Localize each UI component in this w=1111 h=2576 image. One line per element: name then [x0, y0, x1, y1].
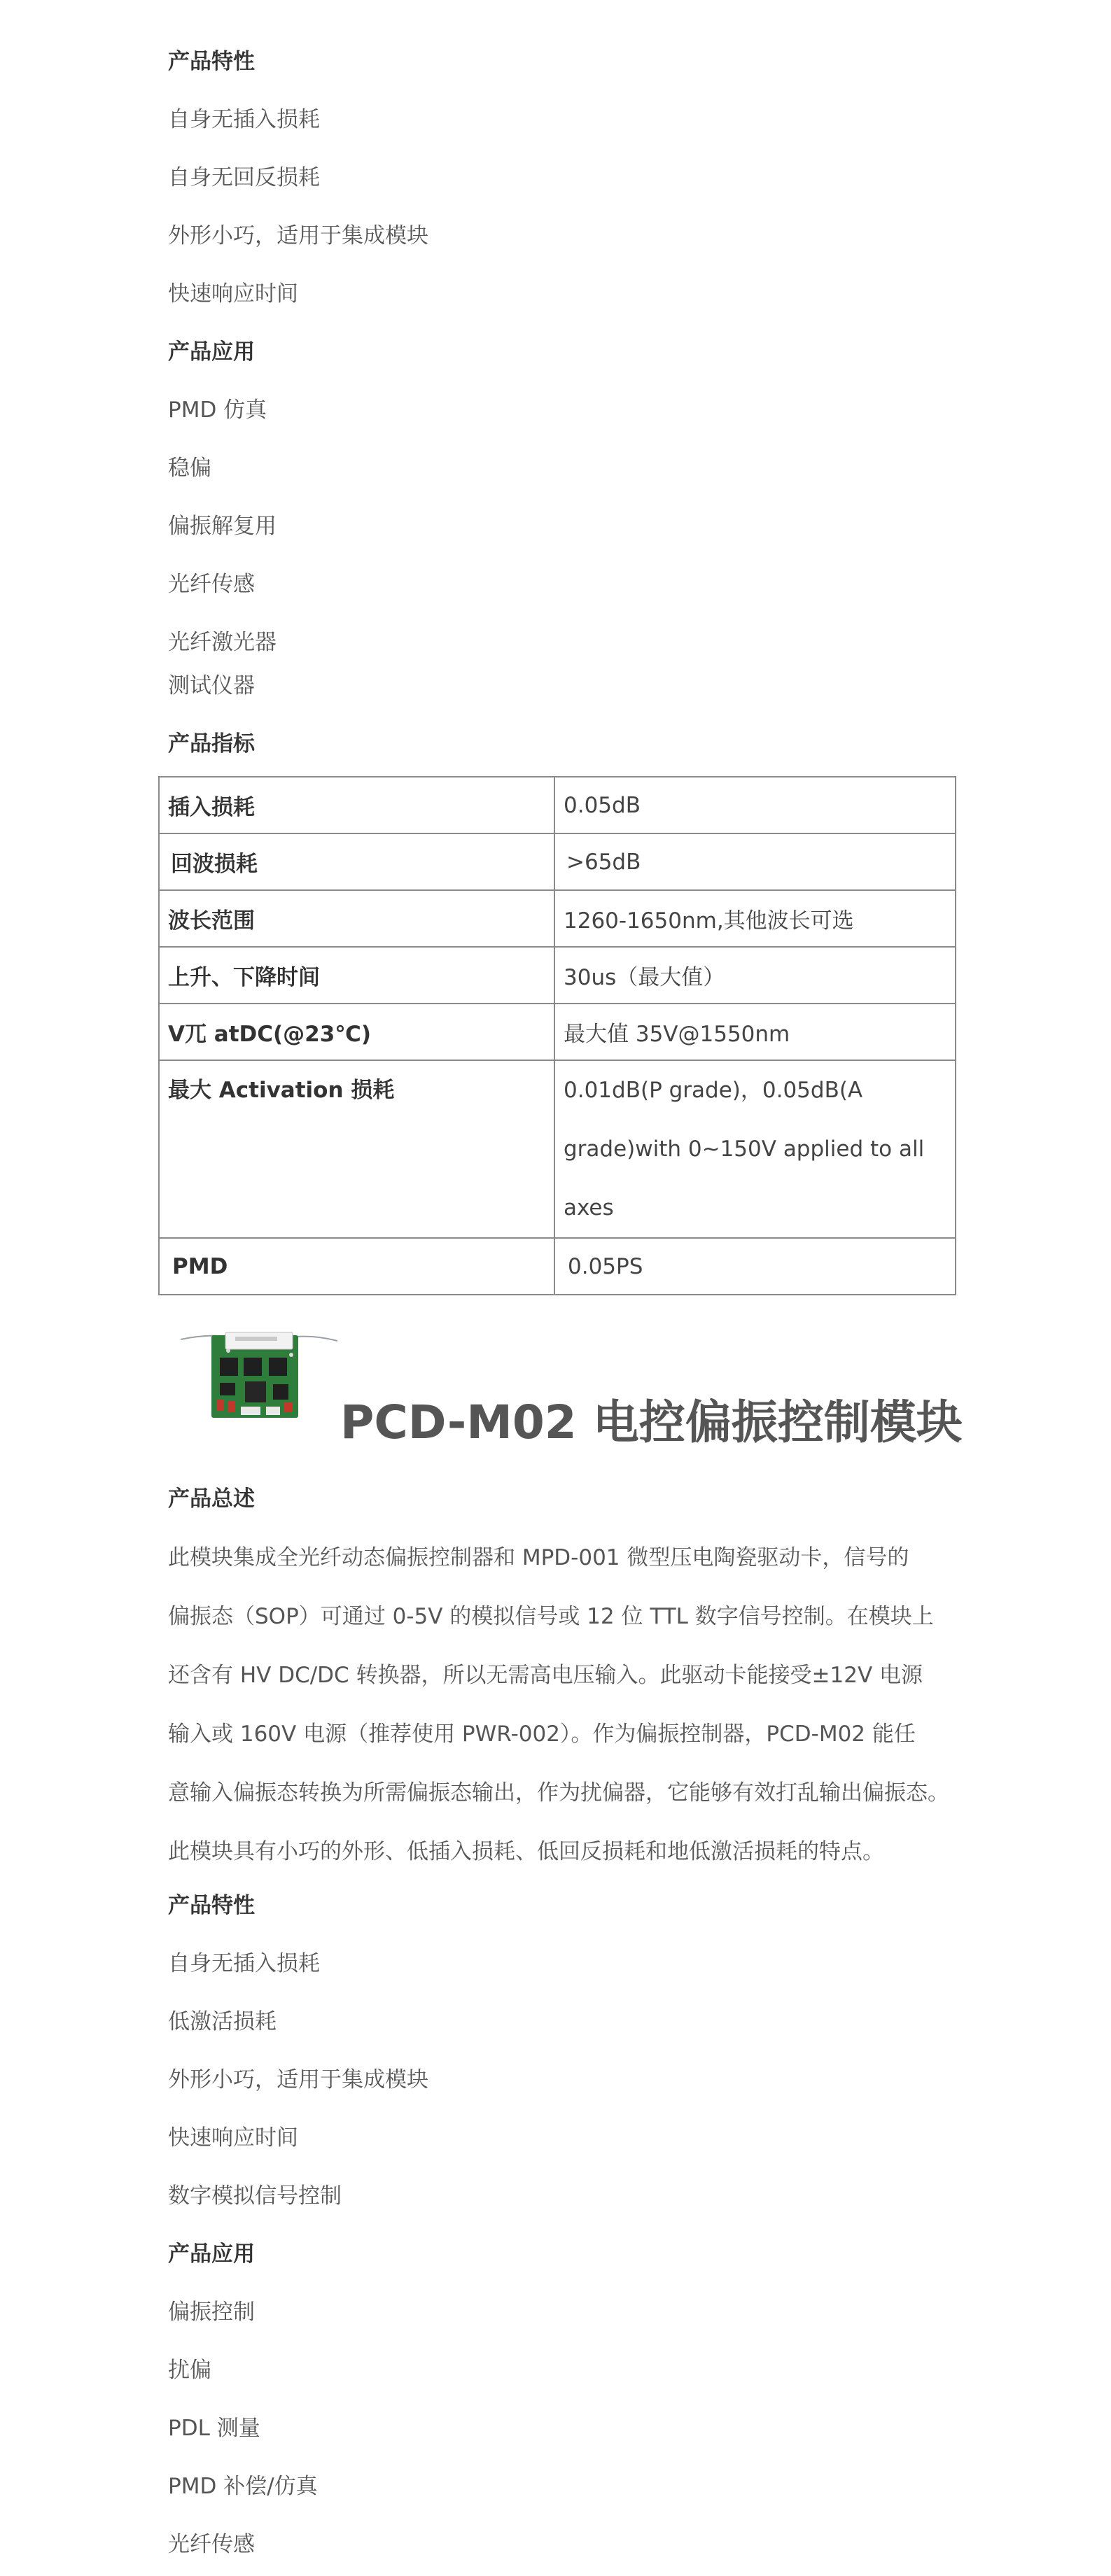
product-photo [179, 1330, 339, 1421]
application-item: 光纤激光器 [168, 630, 277, 655]
applications-heading: 产品应用 [168, 339, 255, 365]
feature-item: 外形小巧，适用于集成模块 [168, 223, 428, 248]
table-row [159, 777, 956, 833]
spec-value [554, 1060, 956, 1238]
spec-table [158, 776, 956, 1295]
feature-item: 自身无插入损耗 [168, 107, 320, 132]
spec-value-line: 0.01dB(P grade)，0.05dB(A [564, 1078, 863, 1103]
application-item: 稳偏 [168, 456, 211, 481]
feature-item: 自身无回反损耗 [168, 165, 320, 190]
spec-key: PMD [159, 1238, 554, 1295]
spec-value: 0.05dB [554, 777, 956, 833]
spec-key: V兀 atDC(@23℃) [159, 1004, 554, 1060]
overview-line: 输入或 160V 电源（推荐使用 PWR-002）。作为偏振控制器，PCD-M02 能任 [168, 1722, 916, 1747]
table-row [159, 1004, 956, 1060]
spec-value: 0.05PS [554, 1238, 956, 1295]
table-row [159, 890, 956, 947]
table-row [159, 947, 956, 1004]
spec-value: 30us（最大值） [554, 947, 956, 1004]
overview-paragraph [168, 1528, 952, 1881]
product-title: PCD-M02 电控偏振控制模块 [340, 1395, 963, 1449]
table-row [159, 833, 956, 890]
features-heading: 产品特性 [168, 49, 255, 74]
spec-value: 最大值 35V@1550nm [554, 1004, 956, 1060]
spec-key: 插入损耗 [159, 777, 554, 833]
feature-item: 快速响应时间 [168, 2125, 298, 2151]
spec-key: 最大 Activation 损耗 [159, 1060, 554, 1238]
application-item: 偏振控制 [168, 2300, 255, 2325]
application-item: PMD 补偿/仿真 [168, 2474, 318, 2499]
application-item: 光纤传感 [168, 2532, 255, 2557]
spec-value-line: axes [564, 1195, 614, 1220]
spec-value-line: grade)with 0~150V applied to all [564, 1136, 925, 1162]
spec-key: 波长范围 [159, 890, 554, 947]
overview-line: 此模块集成全光纤动态偏振控制器和 MPD-001 微型压电陶瓷驱动卡，信号的 [168, 1545, 909, 1570]
spec-value: 1260-1650nm,其他波长可选 [554, 890, 956, 947]
specs-heading: 产品指标 [168, 731, 255, 756]
table-row [159, 1238, 956, 1295]
feature-item: 数字模拟信号控制 [168, 2183, 342, 2209]
application-item: PMD 仿真 [168, 397, 267, 423]
table-row [159, 1060, 956, 1238]
applications-heading: 产品应用 [168, 2241, 255, 2267]
overview-line: 还含有 HV DC/DC 转换器，所以无需高电压输入。此驱动卡能接受±12V 电源 [168, 1663, 923, 1688]
application-item: 偏振解复用 [168, 514, 277, 539]
features-heading: 产品特性 [168, 1893, 255, 1918]
feature-item: 外形小巧，适用于集成模块 [168, 2067, 428, 2092]
application-item: 测试仪器 [168, 673, 255, 698]
application-item: 光纤传感 [168, 572, 255, 597]
feature-item: 自身无插入损耗 [168, 1951, 320, 1976]
spec-key: 上升、下降时间 [159, 947, 554, 1004]
application-item: 扰偏 [168, 2358, 211, 2383]
application-item: PDL 测量 [168, 2416, 260, 2441]
overview-line: 此模块具有小巧的外形、低插入损耗、低回反损耗和地低激活损耗的特点。 [168, 1839, 884, 1864]
feature-item: 快速响应时间 [168, 281, 298, 307]
feature-item: 低激活损耗 [168, 2009, 277, 2034]
spec-key: 回波损耗 [159, 833, 554, 890]
overview-line: 意输入偏振态转换为所需偏振态输出，作为扰偏器，它能够有效打乱输出偏振态。 [168, 1780, 949, 1806]
overview-line: 偏振态（SOP）可通过 0-5V 的模拟信号或 12 位 TTL 数字信号控制。在模块上 [168, 1604, 934, 1629]
overview-heading: 产品总述 [168, 1486, 255, 1512]
spec-value: >65dB [554, 833, 956, 890]
